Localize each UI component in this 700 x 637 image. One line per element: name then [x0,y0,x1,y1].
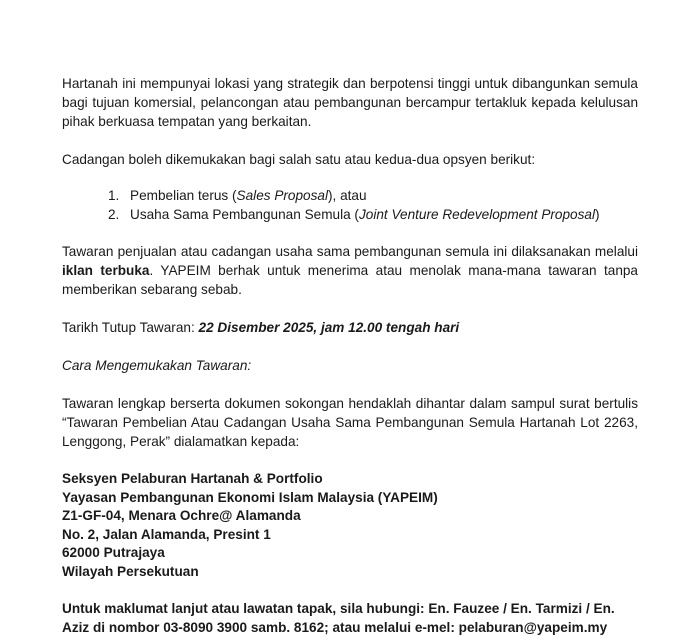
list-item [108,186,638,205]
closing-date-label: Tarikh Tutup Tawaran: [62,320,199,335]
address-line: 62000 Putrajaya [62,545,165,560]
address-line: Yayasan Pembangunan Ekonomi Islam Malaysia (YAPEIM) [62,489,438,505]
submission-paragraph: Tawaran lengkap berserta dokumen sokongan hendaklah dihantar dalam sampul surat bertulis “Tawaran Pembelian Atau Cadangan Usaha Sama Pembangunan Semula Hartanah Lot 2263, Lenggong, Perak” dialamatkan kepada: [62,396,638,449]
option-text: Usaha Sama Pembangunan Semula ( [130,207,359,222]
closing-date-line [62,318,638,337]
intro-paragraph: Hartanah ini mempunyai lokasi yang strategik dan berpotensi tinggi untuk dibangunkan semula bagi tujuan komersial, pelancongan atau pembangunan bercampur tertakluk kepada kelulusan pihak berkuasa tempatan yang berkaitan. [62,76,638,129]
list-item [108,205,638,224]
list-number: 1. [108,188,120,203]
submission-heading: Cara Mengemukakan Tawaran: [62,358,252,373]
document-page [62,74,638,637]
mailing-address [62,470,638,581]
options-list [62,186,638,224]
address-line: Seksyen Pelaburan Hartanah & Portfolio [62,471,323,486]
contact-paragraph: Untuk maklumat lanjut atau lawatan tapak, sila hubungi: En. Fauzee / En. Tarmizi / En. Aziz di nombor 03-8090 3900 samb. 8162; atau melalui e-mel: pelaburan@yapeim.my [62,601,615,635]
offer-text-part2: . YAPEIM berhak untuk menerima atau menolak mana-mana tawaran tanpa memberikan sebarang sebab. [62,263,638,297]
option-english-term: Sales Proposal [236,188,328,203]
address-line: Z1-GF-04, Menara Ochre@ Alamanda [62,508,301,523]
option-english-term: Joint Venture Redevelopment Proposal [358,207,595,222]
option-suffix: ) [595,207,600,222]
options-heading: Cadangan boleh dikemukakan bagi salah satu atau kedua-dua opsyen berikut: [62,152,536,167]
list-number: 2. [108,207,120,222]
offer-paragraph [62,242,638,299]
address-line: No. 2, Jalan Alamanda, Presint 1 [62,526,271,542]
closing-date-value: 22 Disember 2025, jam 12.00 tengah hari [198,320,460,335]
option-text: Pembelian terus ( [130,188,237,203]
address-line: Wilayah Persekutuan [62,563,199,579]
offer-text-part1: Tawaran penjualan atau cadangan usaha sama pembangunan semula ini dilaksanakan melalui [62,244,638,259]
option-suffix: ), atau [327,188,367,203]
offer-open-ad: iklan terbuka [62,263,150,278]
